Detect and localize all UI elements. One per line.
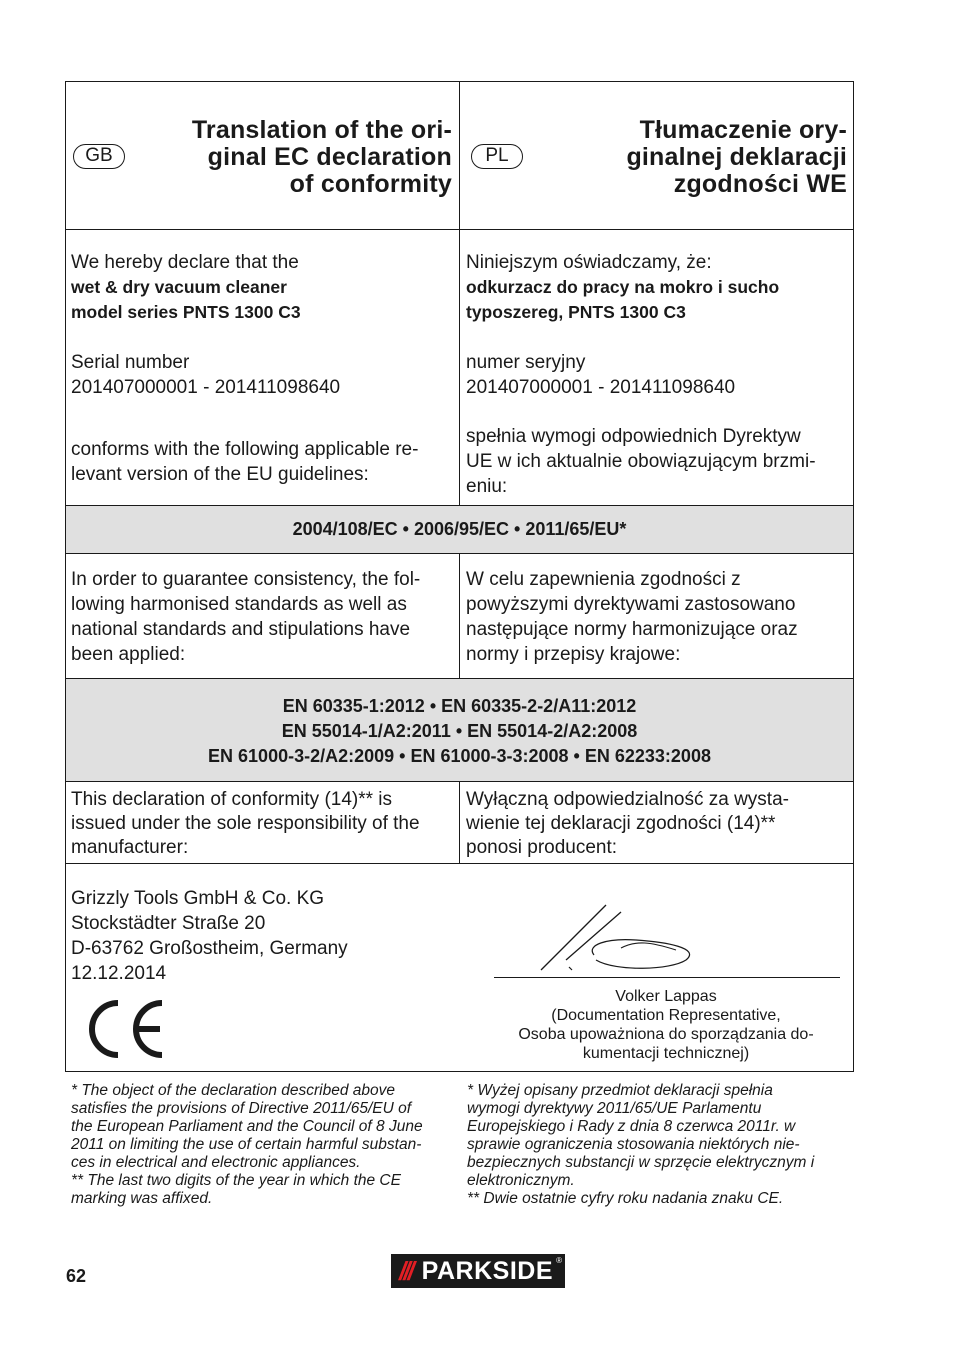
- signatory-role: Osoba upoważniona do sporządzania do-: [518, 1026, 814, 1043]
- gb-intro: We hereby declare that the: [71, 252, 299, 273]
- logo-slashes: ///: [399, 1255, 412, 1286]
- declaration-date: 12.12.2014: [71, 963, 167, 984]
- pl-footnotes: [467, 1082, 857, 1208]
- gb-standards-text: In order to guarantee consistency, the fol-: [71, 569, 421, 590]
- signatory-name: Volker Lappas: [615, 988, 717, 1005]
- column-divider: [459, 553, 460, 678]
- pl-product: odkurzacz do pracy na mokro i sucho: [466, 277, 780, 297]
- gb-serial-range: 201407000001 - 201411098640: [71, 377, 341, 398]
- signatory-role: kumentacji technicznej): [582, 1045, 750, 1062]
- gb-conforms: [71, 437, 456, 487]
- ce-mark-icon: [80, 997, 170, 1061]
- pl-serial-range: 201407000001 - 201411098640: [466, 377, 736, 398]
- gb-standards-intro: [71, 567, 456, 667]
- footnote-line: bezpiecznych substancji w sprzęcie elektrycznym i: [467, 1154, 815, 1171]
- gb-responsibility-text: issued under the sole responsibility of the: [71, 813, 420, 834]
- gb-product: wet & dry vacuum cleaner: [71, 277, 287, 297]
- divider: [66, 678, 853, 679]
- manufacturer-city: D-63762 Großostheim, Germany: [71, 938, 348, 959]
- pl-conforms-text: spełnia wymogi odpowiednich Dyrektyw: [466, 426, 801, 447]
- directives-list: 2004/108/EC • 2006/95/EC • 2011/65/EU*: [292, 519, 627, 539]
- footnote-line: sprawie ograniczenia stosowania niektórych nie-: [467, 1136, 800, 1153]
- standards-line: EN 61000-3-2/A2:2009 • EN 61000-3-3:2008 • EN 62233:2008: [208, 746, 711, 766]
- pl-language-badge: PL: [471, 144, 523, 169]
- gb-conforms-text: levant version of the EU guidelines:: [71, 464, 369, 485]
- gb-standards-text: national standards and stipulations have: [71, 619, 411, 640]
- signatory-block: [491, 987, 841, 1063]
- gb-responsibility: [71, 788, 456, 860]
- gb-standards-text: lowing harmonised standards as well as: [71, 594, 407, 615]
- pl-conforms: [466, 424, 851, 499]
- footnote-line: Europejskiego i Rady z dnia 8 czerwca 2011r. w: [467, 1118, 796, 1135]
- pl-standards-text: powyższymi dyrektywami zastosowano: [466, 594, 796, 615]
- gb-title: Translation of the ori- ginal EC declaration of conformity: [191, 116, 452, 198]
- signature-line: [494, 977, 840, 978]
- pl-standards-text: następujące normy harmonizujące oraz: [466, 619, 798, 640]
- standards-line: EN 55014-1/A2:2011 • EN 55014-2/A2:2008: [281, 721, 638, 741]
- pl-responsibility: [466, 788, 851, 860]
- footnote-line: * The object of the declaration described above: [71, 1082, 395, 1099]
- pl-responsibility-text: wienie tej deklaracji zgodności (14)**: [466, 813, 776, 834]
- footnote-line: * Wyżej opisany przedmiot deklaracji spełnia: [467, 1082, 773, 1099]
- manufacturer-name: Grizzly Tools GmbH & Co. KG: [71, 888, 325, 909]
- footnote-line: ces in electrical and electronic appliances.: [71, 1154, 361, 1171]
- footnote-line: elektronicznym.: [467, 1172, 575, 1189]
- divider: [66, 863, 853, 864]
- gb-conforms-text: conforms with the following applicable re-: [71, 439, 419, 460]
- gb-standards-text: been applied:: [71, 644, 186, 665]
- gb-serial-label: Serial number: [71, 352, 190, 373]
- manufacturer-address: [71, 886, 451, 986]
- declaration-table: [65, 81, 854, 1072]
- gb-footnotes: [71, 1082, 461, 1208]
- gb-language-badge: GB: [73, 144, 125, 169]
- pl-conforms-text: eniu:: [466, 476, 508, 497]
- footnote-line: wymogi dyrektywy 2011/65/UE Parlamentu: [467, 1100, 762, 1117]
- pl-intro: Niniejszym oświadczamy, że:: [466, 252, 712, 273]
- parkside-logo: [391, 1254, 565, 1288]
- column-divider: [459, 82, 460, 505]
- footnote-line: ** The last two digits of the year in which the CE: [71, 1172, 401, 1189]
- pl-model: typoszereg, PNTS 1300 C3: [466, 302, 686, 322]
- footnote-line: the European Parliament and the Council of 8 June: [71, 1118, 423, 1135]
- signatory-role: (Documentation Representative,: [551, 1007, 781, 1024]
- footnote-line: marking was affixed.: [71, 1190, 213, 1207]
- pl-conforms-text: UE w ich aktualnie obowiązującym brzmi-: [466, 451, 816, 472]
- gb-model: model series PNTS 1300 C3: [71, 302, 301, 322]
- divider: [66, 505, 853, 506]
- footnote-line: 2011 on limiting the use of certain harmful substan-: [71, 1136, 422, 1153]
- gb-declaration: [71, 250, 451, 400]
- standards-line: EN 60335-1:2012 • EN 60335-2-2/A11:2012: [282, 696, 637, 716]
- page-number: 62: [66, 1266, 87, 1286]
- gb-responsibility-text: manufacturer:: [71, 837, 189, 858]
- logo-brand: PARKSIDE: [421, 1256, 554, 1285]
- pl-title: Tłumaczenie ory- ginalnej deklaracji zgodności WE: [626, 116, 847, 198]
- pl-declaration: [466, 250, 851, 400]
- footnote-line: ** Dwie ostatnie cyfry roku nadania znaku CE.: [467, 1190, 784, 1207]
- pl-responsibility-text: ponosi producent:: [466, 837, 618, 858]
- pl-standards-text: W celu zapewnienia zgodności z: [466, 569, 741, 590]
- logo-registered-mark: ®: [556, 1256, 562, 1265]
- pl-responsibility-text: Wyłączną odpowiedzialność za wysta-: [466, 789, 789, 810]
- gb-responsibility-text: This declaration of conformity (14)** is: [71, 789, 393, 810]
- standards-list: [66, 694, 853, 769]
- pl-standards-text: normy i przepisy krajowe:: [466, 644, 681, 665]
- manufacturer-street: Stockstädter Straße 20: [71, 913, 266, 934]
- pl-standards-intro: [466, 567, 851, 667]
- footnote-line: satisfies the provisions of Directive 2011/65/EU of: [71, 1100, 412, 1117]
- column-divider: [459, 781, 460, 863]
- signature-icon: [536, 900, 716, 978]
- pl-serial-label: numer seryjny: [466, 352, 586, 373]
